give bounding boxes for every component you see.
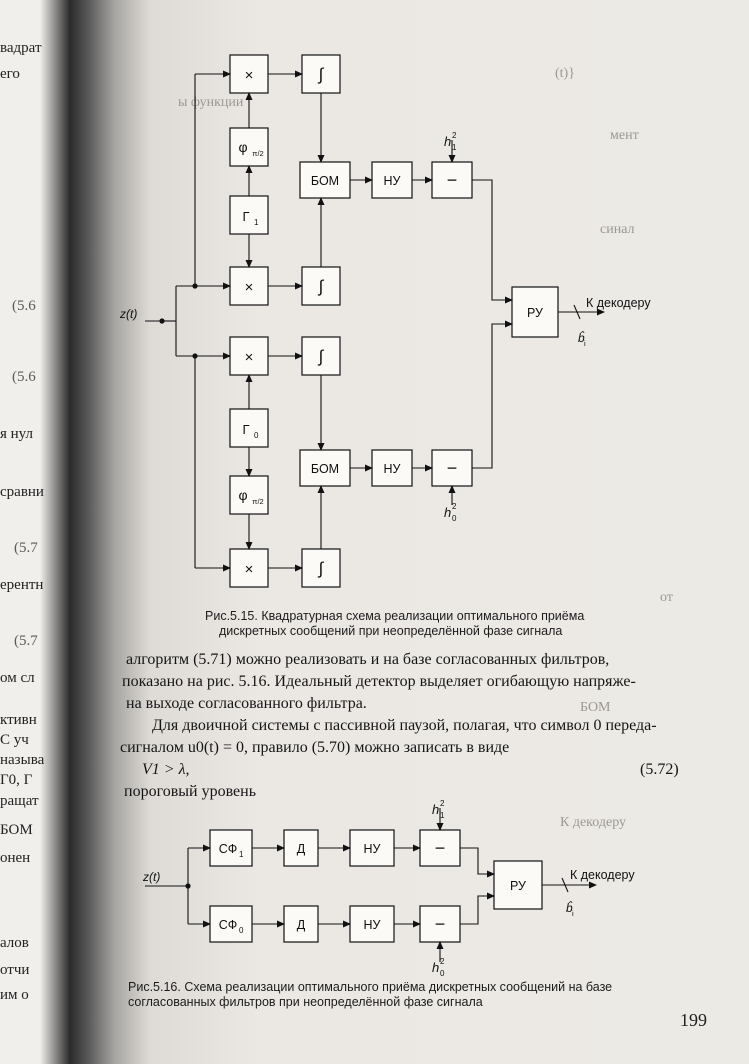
figure-5-16-diagram	[0, 790, 749, 980]
minus-label: −	[446, 170, 458, 190]
bleed-text: от	[660, 590, 673, 605]
formula-number: (5.72)	[640, 761, 679, 778]
figure-5-16-caption	[128, 980, 612, 1010]
phase-label: φ	[238, 487, 248, 503]
left-fragment: ктивн	[0, 712, 37, 728]
body-line: Для двоичной системы с пассивной паузой, полагая, что символ 0 переда-	[152, 717, 657, 734]
body-line: сигналом u0(t) = 0, правило (5.70) можно записать в виде	[120, 739, 510, 756]
sf0-sub: 0	[239, 926, 244, 935]
bom-label: БОМ	[310, 462, 340, 476]
page-number: 199	[680, 1010, 707, 1030]
left-fragment: (5.6	[12, 369, 36, 385]
left-fragment: отчи	[0, 962, 30, 978]
sf1-sub: 1	[239, 850, 244, 859]
b-hat-sub: i	[584, 339, 586, 348]
gen0-sub: 0	[254, 431, 259, 440]
input-label: z(t)	[120, 307, 138, 321]
left-fragment: ом сл	[0, 670, 35, 686]
gen1-label: Г	[242, 209, 250, 224]
sub-to-ru	[460, 896, 494, 924]
ru-label: РУ	[526, 306, 544, 320]
mult-label: ×	[244, 349, 254, 366]
b-hat-label: b̂	[566, 901, 573, 915]
det-label: Д	[296, 842, 306, 856]
h1-label: h	[444, 134, 452, 149]
h0-sub: 0	[440, 969, 445, 978]
body-line: показано на рис. 5.16. Идеальный детектор выделяет огибающую напряже-	[122, 673, 636, 690]
h1-sup: 2	[440, 799, 445, 808]
left-fragment: алов	[0, 935, 29, 951]
integral-label: ∫	[318, 559, 324, 578]
body-line: алгоритм (5.71) можно реализовать и на базе согласованных фильтров,	[126, 651, 610, 668]
nu-label: НУ	[383, 462, 401, 476]
caption-line: согласованных фильтров при неопределённой фазе сигнала	[128, 995, 483, 1009]
bom-label: БОМ	[310, 174, 340, 188]
phase-shifter-block	[230, 128, 268, 166]
to-decoder-label: К декодеру	[570, 868, 635, 882]
mult-label: ×	[244, 279, 254, 296]
bleed-text: (t)}	[555, 66, 575, 81]
h0-sup: 2	[440, 957, 445, 966]
minus-label: −	[446, 458, 458, 478]
phase-label: φ	[238, 139, 248, 155]
nu-label: НУ	[363, 918, 381, 932]
h1-sub: 1	[452, 143, 457, 152]
b-hat-sub: i	[572, 909, 574, 918]
sub-to-ru	[460, 848, 494, 874]
integral-label: ∫	[318, 277, 324, 296]
sf0-label: СФ	[218, 918, 238, 932]
left-fragment: (5.6	[12, 298, 36, 314]
h0-label: h	[444, 505, 452, 520]
phase-fraction: π/2	[252, 149, 264, 158]
phase-fraction: π/2	[252, 497, 264, 506]
mult-label: ×	[244, 561, 254, 578]
left-fragment: Г0, Г	[0, 772, 33, 788]
bleed-text: БОМ	[580, 700, 611, 715]
mult-label: ×	[244, 67, 254, 84]
integral-label: ∫	[318, 347, 324, 366]
bleed-text: К декодеру	[560, 815, 627, 830]
left-fragment: называ	[0, 752, 45, 768]
nu-label: НУ	[383, 174, 401, 188]
to-decoder-label: К декодеру	[586, 296, 651, 310]
input-label: z(t)	[143, 870, 161, 884]
left-fragment: С уч	[0, 732, 29, 748]
caption-line: Рис.5.15. Квадратурная схема реализации оптимального приёма	[205, 609, 585, 623]
left-fragment: онен	[0, 850, 31, 866]
body-line: на выходе согласованного фильтра.	[126, 695, 367, 712]
junction-dot	[192, 283, 197, 288]
junction-dot	[185, 883, 190, 888]
left-fragment: (5.7	[14, 633, 38, 649]
left-fragment: ращат	[0, 793, 39, 809]
h0-sub: 0	[452, 514, 457, 523]
ru-label: РУ	[509, 879, 527, 893]
h0-label: h	[432, 960, 440, 975]
sub-to-ru	[472, 180, 512, 300]
integral-label: ∫	[318, 65, 324, 84]
left-fragment: его	[0, 66, 20, 82]
gen0-label: Г	[242, 422, 250, 437]
phase-shifter-block	[230, 476, 268, 514]
h1-label: h	[432, 802, 440, 817]
left-fragment: сравни	[0, 484, 44, 500]
junction-dot	[159, 318, 164, 323]
h0-sup: 2	[452, 502, 457, 511]
det-label: Д	[296, 918, 306, 932]
gen1-sub: 1	[254, 218, 259, 227]
bleed-text: ы функции	[178, 95, 244, 110]
b-hat-label: b̂	[578, 331, 585, 345]
figure-5-15-caption	[205, 609, 584, 639]
body-line: пороговый уровень	[124, 783, 257, 800]
sub-to-ru	[472, 324, 512, 468]
minus-label: −	[434, 838, 446, 858]
left-fragment: ерентн	[0, 577, 44, 593]
caption-line: дискретных сообщений при неопределённой фазе сигнала	[219, 624, 563, 638]
bleed-text: синал	[600, 222, 635, 237]
nu-label: НУ	[363, 842, 381, 856]
left-fragment: им о	[0, 987, 29, 1003]
sf1-label: СФ	[218, 842, 238, 856]
left-fragment: БОМ	[0, 822, 33, 838]
minus-label: −	[434, 914, 446, 934]
h1-sub: 1	[440, 811, 445, 820]
left-fragment: я нул	[0, 426, 34, 442]
bleed-text: мент	[610, 128, 639, 143]
caption-line: Рис.5.16. Схема реализации оптимального приёма дискретных сообщений на базе	[128, 980, 613, 994]
junction-dot	[192, 353, 197, 358]
formula: V1 > λ,	[142, 761, 190, 778]
h1-sup: 2	[452, 131, 457, 140]
left-fragment: вадрат	[0, 40, 42, 56]
left-fragment: (5.7	[14, 540, 38, 556]
